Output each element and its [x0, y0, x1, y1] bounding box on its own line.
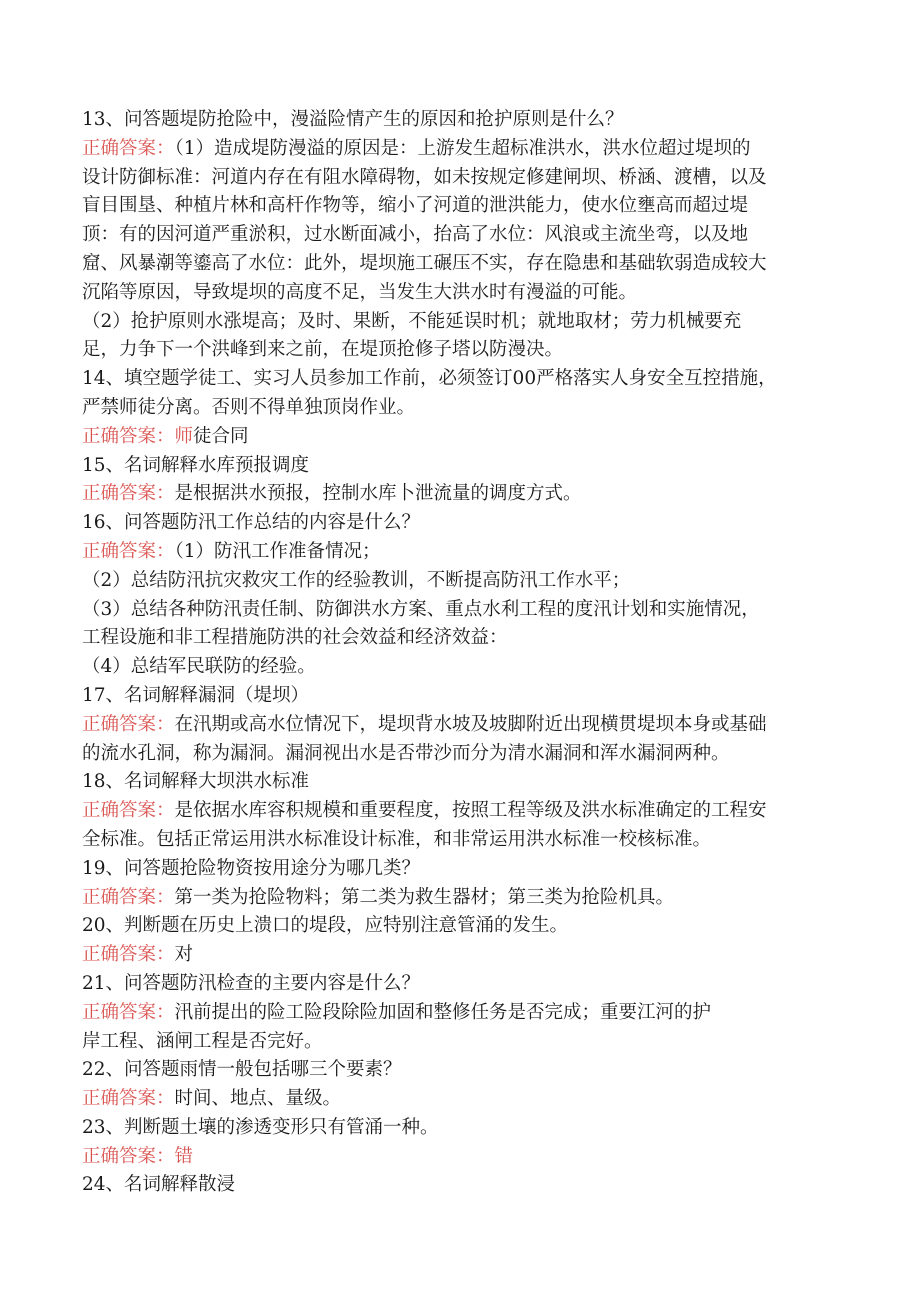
answer-line — [82, 423, 842, 452]
answer-line — [82, 711, 842, 740]
text-line: 工程设施和非工程措施防洪的社会效益和经济效益： — [82, 627, 508, 649]
text-line: 顶：有的因河道严重淤积，过水断面减小，抬高了水位：风浪或主流坐弯，以及地 — [82, 224, 749, 246]
answer-label: 正确答案： — [82, 425, 175, 447]
answer-label: 正确答案： — [82, 800, 175, 822]
question-line: 24、名词解释散浸 — [82, 1174, 236, 1196]
question-line: 21、问答题防汛检查的主要内容是什么？ — [82, 972, 421, 994]
question-line: 22、问答题雨情一般包括哪三个要素？ — [82, 1059, 402, 1081]
answer-line — [82, 135, 842, 164]
answer-label: 正确答案： — [82, 1088, 175, 1110]
text-line: 严禁师徒分离。否则不得单独顶岗作业。 — [82, 396, 416, 418]
answer-line — [82, 941, 842, 970]
text-line: 设计防御标准：河道内存在有阻水障碍物，如未按规定修建闸坝、桥涵、渡槽，以及 — [82, 166, 767, 188]
question-line: 17、名词解释漏洞（堤坝） — [82, 684, 310, 706]
answer-line — [82, 480, 842, 509]
answer-label: 正确答案： — [82, 886, 175, 908]
answer-text: 是依据水库容积规模和重要程度，按照工程等级及洪水标准确定的工程安 — [174, 800, 767, 822]
answer-text: 时间、地点、量级。 — [174, 1088, 342, 1110]
answer-text: 徒合同 — [193, 425, 249, 447]
answer-text-highlight: 错 — [174, 1145, 194, 1167]
text-line: 足，力争下一个洪峰到来之前，在堤顶抢修子塔以防漫决。 — [82, 339, 564, 361]
answer-text: （1）防汛工作准备情况； — [174, 540, 381, 562]
answer-line — [82, 884, 842, 913]
question-line: 19、问答题抢险物资按用途分为哪几类？ — [82, 857, 421, 879]
answer-text: 对 — [174, 944, 194, 966]
answer-line — [82, 797, 842, 826]
answer-text: （1）造成堤防漫溢的原因是：上游发生超标准洪水，洪水位超过堤坝的 — [174, 137, 751, 159]
answer-line — [82, 1085, 842, 1114]
answer-text: 是根据洪水预报，控制水库卜泄流量的调度方式。 — [174, 483, 582, 505]
question-line: 14、填空题学徒工、实习人员参加工作前，必须签订00严格落实人身安全互控措施， — [82, 368, 777, 390]
question-line: 18、名词解释大坝洪水标准 — [82, 771, 310, 793]
answer-label: 正确答案： — [82, 713, 175, 735]
question-line: 16、问答题防汛工作总结的内容是什么？ — [82, 512, 421, 534]
answer-line — [82, 999, 842, 1028]
text-line: （3）总结各种防汛责任制、防御洪水方案、重点水利工程的度汛计划和实施情况， — [82, 598, 760, 620]
text-line: （2）总结防汛抗灾救灾工作的经验教训，不断提高防汛工作水平； — [82, 569, 631, 591]
answer-label: 正确答案： — [82, 1145, 175, 1167]
answer-label: 正确答案： — [82, 944, 175, 966]
answer-label: 正确答案： — [82, 540, 175, 562]
text-line: （2）抢护原则水涨堤高；及时、果断，不能延误时机；就地取材；劳力机械要充 — [82, 310, 742, 332]
answer-line — [82, 1143, 842, 1172]
text-line: （4）总结军民联防的经验。 — [82, 656, 316, 678]
question-line: 23、判断题土壤的渗透变形只有管涌一种。 — [82, 1116, 439, 1138]
answer-text-highlight: 师 — [174, 425, 194, 447]
question-line: 20、判断题在历史上溃口的堤段，应特别注意管涌的发生。 — [82, 915, 569, 937]
answer-line — [82, 538, 842, 567]
answer-label: 正确答案： — [82, 1001, 175, 1023]
answer-label: 正确答案： — [82, 137, 175, 159]
text-line: 窟、风暴潮等鎏高了水位：此外，堤坝施工碾压不实，存在隐患和基础软弱造成较大 — [82, 252, 767, 274]
answer-label: 正确答案： — [82, 483, 175, 505]
answer-text: 第一类为抢险物料；第二类为救生器材；第三类为抢险机具。 — [174, 886, 675, 908]
text-line: 沉陷等原因，导致堤坝的高度不足，当发生大洪水时有漫溢的可能。 — [82, 281, 638, 303]
question-line: 15、名词解释水库预报调度 — [82, 454, 310, 476]
question-line: 13、问答题堤防抢险中，漫溢险情产生的原因和抢护原则是什么？ — [82, 109, 624, 130]
document-page — [82, 106, 842, 1200]
text-line: 岸工程、涵闸工程是否完好。 — [82, 1030, 323, 1052]
answer-text: 在汛期或高水位情况下，堤坝背水坡及坡脚附近出现横贯堤坝本身或基础 — [174, 713, 767, 735]
answer-text: 汛前提出的险工险段除险加固和整修任务是否完成；重要江河的护 — [174, 1001, 712, 1023]
text-line: 盲目围垦、种植片林和高杆作物等，缩小了河道的泄洪能力，使水位壅高而超过堤 — [82, 195, 749, 217]
text-line: 的流水孔洞，称为漏洞。漏洞视出水是否带沙而分为清水漏洞和浑水漏洞两种。 — [82, 742, 730, 764]
text-line: 全标准。包括正常运用洪水标准设计标准，和非常运用洪水标准一校核标准。 — [82, 828, 712, 850]
